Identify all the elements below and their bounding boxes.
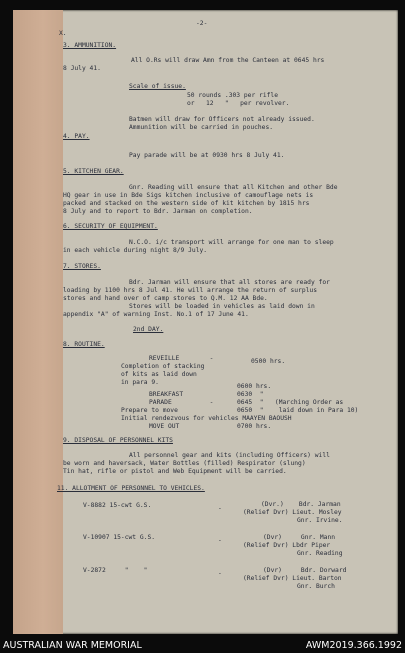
routine-item: PARADE - [149,399,214,406]
routine-time: 0700 hrs. [237,423,272,430]
vehicle-id: V-8882 15-cwt G.S. [83,502,152,509]
text-line: packed and stacked on the western side of kit kitchen by 1815 hrs [63,200,310,207]
text-line: be worn and haversack, Water Bottles (filled) Respirator (slung) [63,460,306,467]
crew-line: Gnr. Irvine. [297,517,343,524]
text-line: Ammunition will be carried in pouches. [129,124,274,131]
routine-item: Prepare to move [121,407,178,414]
margin-strip [13,10,63,634]
text-line: loading by 1100 hrs 8 Jul 41. He will arrange the return of surplus [63,287,318,294]
section-heading: 5. KITCHEN GEAR. [63,168,124,175]
routine-time: 0500 hrs. [251,358,286,365]
text-line: HQ gear in use in Bde Sigs kitchen inclusive of camouflage nets is [63,192,314,199]
top-mark: X. [59,30,67,37]
document-page [13,10,398,634]
text-line: Batmen will draw for Officers not already issued. [129,116,315,123]
routine-item: Completion of stacking [121,363,205,370]
text-line: stores and hand over of camp stores to Q.M. 12 AA Bde. [63,295,268,302]
text-line: Bdr. Jarman will ensure that all stores are ready for [129,279,330,286]
routine-time: 0600 hrs. [237,383,272,390]
text-line: in each vehicle during night 8/9 July. [63,247,208,254]
page-number: -2- [196,20,208,27]
section-heading: 11. ALLOTMENT OF PERSONNEL TO VEHICLES. [57,485,205,492]
crew-line: (Relief Dvr) Lieut. Barton [243,575,342,582]
subheading: Scale of issue. [129,83,186,90]
text-line: N.C.O. i/c transport will arrange for one man to sleep [129,239,334,246]
crew-line: (Relief Dvr) Lieut. Mosley [243,509,342,516]
text-line: Pay parade will be at 0930 hrs 8 July 41. [129,152,285,159]
routine-item: REVEILLE - [149,355,214,362]
text-line: or 12 " per revolver. [187,100,290,107]
crew-line: (Dvr.) Bdr. Jarman [261,501,341,508]
text-line: Gnr. Reading will ensure that all Kitchen and other Bde [129,184,338,191]
routine-item: of kits as laid down [121,371,197,378]
routine-time: 0645 " (Marching Order as [237,399,344,406]
section-heading: 8. ROUTINE. [63,341,105,348]
dash: - [218,570,222,577]
day-heading: 2nd DAY. [133,326,164,333]
section-heading: 4. PAY. [63,133,90,140]
routine-time: 0630 " [237,391,264,398]
dash: - [218,537,222,544]
text-line: All personnel gear and kits (including Officers) will [129,452,330,459]
section-heading: 3. AMMUNITION. [63,42,117,49]
crew-line: Gnr. Burch [297,583,335,590]
dash: - [218,505,222,512]
vehicle-id: V-2872 " " [83,567,148,574]
crew-line: (Dvr) Bdr. Dorward [263,567,347,574]
crew-line: Gnr. Reading [297,550,343,557]
footer-bar [0,637,405,653]
routine-time: 0650 " laid down in Para 10) [237,407,359,414]
footer-institution: AUSTRALIAN WAR MEMORIAL [3,640,142,651]
section-heading: 7. STORES. [63,263,101,270]
text-line: 8 July 41. [63,65,101,72]
text-line: Tin hat, rifle or pistol and Web Equipment will be carried. [63,468,287,475]
routine-item: in para 9. [121,379,159,386]
vehicle-id: V-10907 15-cwt G.S. [83,534,156,541]
text-line: All O.Rs will draw Amn from the Canteen at 0645 hrs [131,57,325,64]
text-line: appendix "A" of warning Inst. No.1 of 17 June 41. [63,311,249,318]
routine-item: Initial rendezvous for vehicles MAAYEN BAOUSH [121,415,292,422]
text-line: 8 July and to report to Bdr. Jarman on completion. [63,208,253,215]
routine-item: BREAKFAST [149,391,184,398]
section-heading: 6. SECURITY OF EQUIPMENT. [63,223,158,230]
crew-line: (Relief Dvr) Lbdr Piper [243,542,331,549]
text-line: 50 rounds .303 per rifle [187,92,278,99]
routine-item: MOVE OUT [149,423,180,430]
crew-line: (Dvr) Gnr. Mann [263,534,336,541]
footer-accession-number: AWM2019.366.1992 [305,640,402,651]
text-line: Stores will be loaded in vehicles as laid down in [129,303,315,310]
section-heading: 9. DISPOSAL OF PERSONNEL KITS [63,437,173,444]
